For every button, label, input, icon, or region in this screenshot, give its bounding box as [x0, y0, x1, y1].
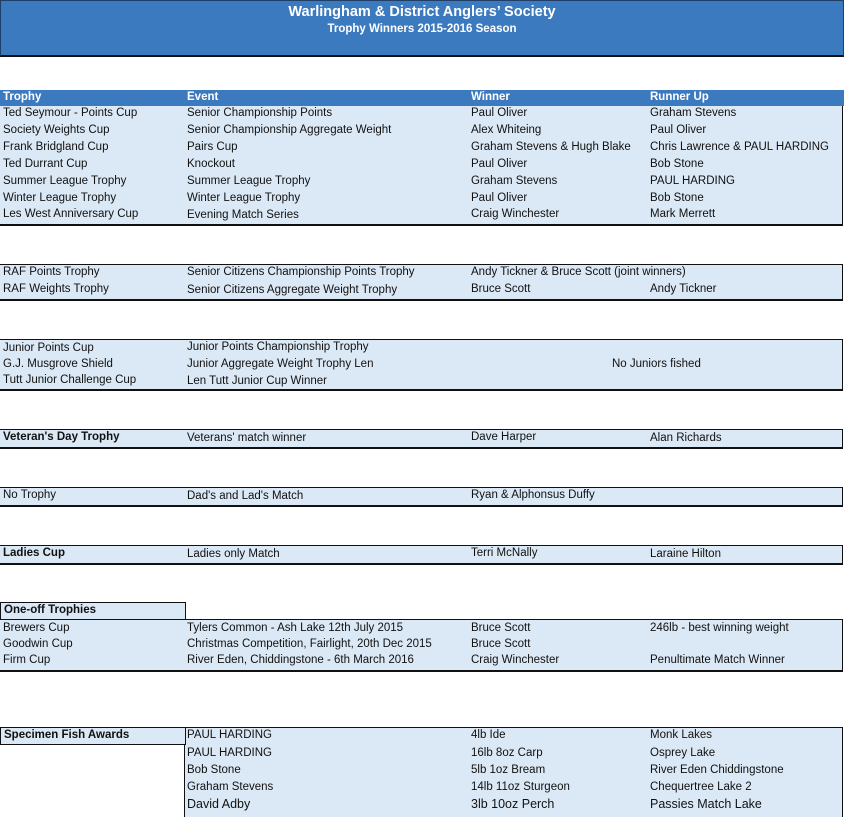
table-row: [0, 357, 842, 374]
runner-up-cell: Bob Stone: [650, 192, 704, 204]
event-cell: Len Tutt Junior Cup Winner: [187, 375, 327, 387]
angler-cell: Bob Stone: [187, 764, 241, 776]
page-title: Warlingham & District Anglers’ Society: [288, 4, 556, 20]
runner-up-cell: Mark Merrett: [650, 208, 716, 220]
trophy-cell: Tutt Junior Challenge Cup: [3, 374, 137, 386]
winner-cell: Bruce Scott: [471, 638, 531, 650]
event-cell: Summer League Trophy: [187, 175, 311, 187]
runner-up-cell: Laraine Hilton: [650, 548, 721, 560]
winner-cell: Paul Oliver: [471, 192, 528, 204]
runner-up-cell: Chris Lawrence & PAUL HARDING: [650, 141, 829, 153]
event-cell: Senior Championship Points: [187, 107, 333, 119]
table-row: [0, 653, 842, 670]
event-cell: Senior Citizens Championship Points Trophy: [187, 266, 415, 278]
dads-lads-table: [0, 487, 843, 507]
event-cell: Tylers Common - Ash Lake 12th July 2015: [187, 622, 404, 634]
runner-up-cell: Graham Stevens: [650, 107, 737, 119]
page-subtitle: Trophy Winners 2015-2016 Season: [327, 23, 517, 35]
table-row: [0, 207, 842, 224]
event-cell: Christmas Competition, Fairlight, 20th Dec 2015: [187, 638, 432, 650]
veterans-table: [0, 429, 843, 449]
sheet-header: [0, 0, 844, 57]
trophy-cell: Ladies Cup: [3, 547, 65, 559]
venue-cell: River Eden Chiddingstone: [650, 764, 784, 776]
trophy-cell: Summer League Trophy: [3, 175, 127, 187]
event-cell: Junior Points Championship Trophy: [187, 341, 369, 353]
specimen-fish-awards-label-text: Specimen Fish Awards: [4, 729, 130, 741]
event-cell: Ladies only Match: [187, 548, 280, 560]
table-row: [0, 546, 842, 563]
fish-cell: 16lb 8oz Carp: [471, 747, 543, 759]
winner-cell: Alex Whiteing: [471, 124, 542, 136]
raf-trophies-table: [0, 264, 843, 301]
event-cell: Pairs Cup: [187, 141, 238, 153]
trophy-cell: Society Weights Cup: [3, 124, 110, 136]
event-cell: Senior Citizens Aggregate Weight Trophy: [187, 284, 398, 296]
winner-cell: Paul Oliver: [471, 107, 528, 119]
winner-cell: Andy Tickner & Bruce Scott (joint winners): [471, 266, 686, 278]
table-row: [0, 191, 842, 208]
trophy-cell: Junior Points Cup: [3, 342, 94, 354]
venue-cell: Monk Lakes: [650, 729, 713, 741]
table-row: [0, 488, 842, 505]
venue-cell: Passies Match Lake: [650, 797, 762, 811]
trophy-cell: G.J. Musgrove Shield: [3, 358, 113, 370]
event-cell: Dad's and Lad's Match: [187, 490, 304, 502]
trophy-cell: RAF Points Trophy: [3, 266, 100, 278]
event-cell: Knockout: [187, 158, 235, 170]
table-row: [0, 796, 842, 813]
trophy-cell: Veteran's Day Trophy: [3, 431, 120, 443]
angler-cell: David Adby: [187, 797, 251, 811]
event-cell: Veterans' match winner: [187, 432, 307, 444]
junior-trophies-table: [0, 339, 843, 391]
trophy-cell: Frank Bridgland Cup: [3, 141, 109, 153]
main-trophies-table: [0, 106, 843, 226]
one-off-trophies-label: [0, 602, 186, 620]
table-row: [0, 637, 842, 654]
runner-up-cell: Alan Richards: [650, 432, 722, 444]
runner-up-cell: PAUL HARDING: [650, 175, 735, 187]
runner-up-cell: 246lb - best winning weight: [650, 622, 789, 634]
column-header-row: [0, 90, 844, 106]
table-row: [0, 746, 842, 763]
winner-cell: Bruce Scott: [471, 622, 531, 634]
winner-cell: Bruce Scott: [471, 283, 531, 295]
event-cell: Evening Match Series: [187, 209, 299, 221]
venue-cell: Chequertree Lake 2: [650, 781, 752, 793]
one-off-trophies-table: [0, 619, 843, 672]
winner-cell: Craig Winchester: [471, 654, 560, 666]
winner-cell: Terri McNally: [471, 547, 538, 559]
table-row: [0, 780, 842, 797]
winner-cell: Ryan & Alphonsus Duffy: [471, 489, 595, 501]
fish-cell: 5lb 1oz Bream: [471, 764, 546, 776]
trophy-cell: Brewers Cup: [3, 622, 70, 634]
table-row: [0, 282, 842, 299]
winner-cell: Graham Stevens: [471, 175, 558, 187]
table-row: [0, 157, 842, 174]
winner-cell: Paul Oliver: [471, 158, 528, 170]
trophy-cell: Firm Cup: [3, 654, 51, 666]
table-row: [0, 430, 842, 447]
column-header-trophy: Trophy: [3, 91, 42, 103]
specimen-fish-awards-label: [0, 727, 186, 745]
winner-cell: Dave Harper: [471, 431, 537, 443]
event-cell: Winter League Trophy: [187, 192, 301, 204]
column-header-event: Event: [187, 91, 219, 103]
winner-cell: Graham Stevens & Hugh Blake: [471, 141, 631, 153]
angler-cell: PAUL HARDING: [187, 729, 272, 741]
angler-cell: Graham Stevens: [187, 781, 274, 793]
table-row: [0, 621, 842, 638]
table-row: [0, 265, 842, 282]
trophy-cell: No Trophy: [3, 489, 57, 501]
runner-up-cell: Paul Oliver: [650, 124, 707, 136]
angler-cell: PAUL HARDING: [187, 747, 272, 759]
fish-cell: 4lb Ide: [471, 729, 506, 741]
no-juniors-note: No Juniors fished: [612, 358, 701, 370]
trophy-cell: Goodwin Cup: [3, 638, 73, 650]
column-header-runner-up: Runner Up: [650, 91, 709, 103]
runner-up-cell: Penultimate Match Winner: [650, 654, 785, 666]
table-row: [0, 340, 842, 357]
winner-cell: Craig Winchester: [471, 208, 560, 220]
one-off-trophies-label-text: One-off Trophies: [4, 604, 96, 616]
runner-up-cell: Andy Tickner: [650, 283, 717, 295]
table-row: [0, 373, 842, 390]
runner-up-cell: Bob Stone: [650, 158, 704, 170]
table-row: [0, 763, 842, 780]
venue-cell: Osprey Lake: [650, 747, 716, 759]
table-row: [0, 123, 842, 140]
fish-cell: 3lb 10oz Perch: [471, 797, 555, 811]
table-row: [0, 174, 842, 191]
trophy-cell: Les West Anniversary Cup: [3, 208, 139, 220]
event-cell: Junior Aggregate Weight Trophy Len: [187, 358, 374, 370]
trophy-cell: RAF Weights Trophy: [3, 283, 109, 295]
trophy-cell: Ted Durrant Cup: [3, 158, 88, 170]
trophy-cell: Winter League Trophy: [3, 192, 117, 204]
table-row: [0, 106, 842, 123]
ladies-table: [0, 545, 843, 565]
column-header-winner: Winner: [471, 91, 510, 103]
table-row: [0, 140, 842, 157]
event-cell: River Eden, Chiddingstone - 6th March 2016: [187, 654, 414, 666]
fish-cell: 14lb 11oz Sturgeon: [471, 781, 570, 793]
trophy-cell: Ted Seymour - Points Cup: [3, 107, 138, 119]
event-cell: Senior Championship Aggregate Weight: [187, 124, 392, 136]
